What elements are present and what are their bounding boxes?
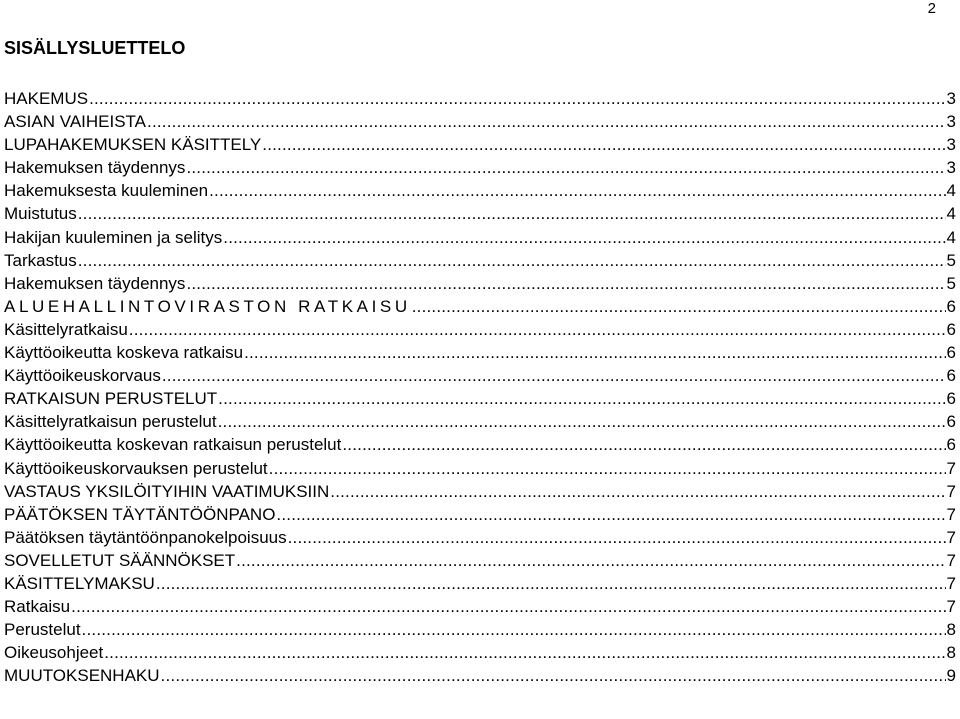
- toc-entry[interactable]: [4, 110, 956, 133]
- toc-entry[interactable]: [4, 595, 956, 618]
- toc-entry-page: 5: [946, 250, 956, 270]
- toc-entry[interactable]: [4, 457, 956, 480]
- toc-entry-label: Oikeusohjeet: [4, 643, 104, 663]
- toc-entry[interactable]: [4, 549, 956, 572]
- toc-list: [4, 87, 956, 687]
- toc-entry-label: Käyttöoikeutta koskevan ratkaisun perustelut: [4, 435, 342, 455]
- toc-entry[interactable]: [4, 387, 956, 410]
- toc-entry[interactable]: [4, 133, 956, 156]
- toc-entry-label: VASTAUS YKSILÖITYIHIN VAATIMUKSIIN: [4, 481, 330, 501]
- dot-leader: [82, 618, 946, 641]
- toc-entry-page: 4: [946, 204, 956, 224]
- toc-entry-page: 7: [946, 504, 956, 524]
- toc-entry[interactable]: [4, 410, 956, 433]
- toc-entry[interactable]: [4, 664, 956, 687]
- toc-entry[interactable]: [4, 226, 956, 249]
- dot-leader: [218, 410, 946, 433]
- toc-entry[interactable]: [4, 295, 956, 318]
- toc-entry-label: HAKEMUS: [4, 89, 89, 108]
- toc-entry-page: 6: [946, 389, 956, 409]
- toc-entry[interactable]: [4, 364, 956, 387]
- toc-entry[interactable]: [4, 618, 956, 641]
- toc-entry[interactable]: [4, 318, 956, 341]
- dot-leader: [269, 457, 946, 480]
- toc-entry-label: Hakemuksen täydennys: [4, 273, 186, 293]
- toc-entry-label: Käsittelyratkaisun perustelut: [4, 412, 217, 432]
- toc-entry-label: Tarkastus: [4, 250, 77, 270]
- toc-entry[interactable]: [4, 272, 956, 295]
- toc-entry-page: 6: [946, 319, 956, 339]
- toc-entry-label: RATKAISUN PERUSTELUT: [4, 389, 218, 409]
- dot-leader: [89, 87, 945, 110]
- dot-leader: [129, 318, 946, 341]
- dot-leader: [161, 664, 946, 687]
- toc-entry[interactable]: [4, 572, 956, 595]
- toc-entry-page: 7: [946, 527, 956, 547]
- toc-entry-page: 6: [946, 296, 956, 316]
- dot-leader: [236, 549, 945, 572]
- toc-entry-label: Käsittelyratkaisu: [4, 319, 128, 339]
- toc-entry-page: 7: [946, 597, 956, 617]
- dot-leader: [330, 480, 945, 503]
- toc-entry[interactable]: [4, 526, 956, 549]
- toc-entry[interactable]: [4, 156, 956, 179]
- dot-leader: [276, 503, 945, 526]
- toc-entry-page: 6: [946, 343, 956, 363]
- toc-entry-label: PÄÄTÖKSEN TÄYTÄNTÖÖNPANO: [4, 504, 276, 524]
- toc-entry-page: 9: [946, 666, 956, 686]
- dot-leader: [209, 179, 945, 202]
- dot-leader: [244, 341, 945, 364]
- toc-entry-page: 6: [946, 366, 956, 386]
- dot-leader: [104, 641, 945, 664]
- toc-entry[interactable]: [4, 433, 956, 456]
- toc-entry-page: 8: [946, 620, 956, 640]
- toc-entry-page: 3: [946, 158, 956, 178]
- toc-entry[interactable]: [4, 480, 956, 503]
- toc-entry-label: ASIAN VAIHEISTA: [4, 112, 147, 132]
- toc-entry[interactable]: [4, 503, 956, 526]
- toc-entry-label: KÄSITTELYMAKSU: [4, 573, 155, 593]
- toc-title: SISÄLLYSLUETTELO: [4, 38, 186, 58]
- dot-leader: [262, 133, 945, 156]
- toc-entry-page: 3: [946, 135, 956, 155]
- page-number: 2: [927, 0, 936, 17]
- dot-leader: [71, 595, 945, 618]
- toc-entry-page: 8: [946, 643, 956, 663]
- dot-leader: [186, 272, 945, 295]
- toc-entry-label: Käyttöoikeuskorvaus: [4, 366, 161, 386]
- dot-leader: [78, 202, 946, 225]
- toc-entry-page: 6: [946, 435, 956, 455]
- toc-entry-label: Muistutus: [4, 204, 77, 224]
- toc-entry[interactable]: [4, 87, 956, 110]
- toc-entry[interactable]: [4, 341, 956, 364]
- toc-entry-page: 4: [946, 181, 956, 201]
- toc-entry-label: Hakemuksen täydennys: [4, 158, 186, 178]
- dot-leader: [412, 295, 946, 318]
- toc-entry-page: 5: [946, 273, 956, 293]
- toc-entry-page: 3: [946, 112, 956, 132]
- dot-leader: [147, 110, 946, 133]
- dot-leader: [288, 526, 946, 549]
- toc-entry-page: 7: [946, 481, 956, 501]
- toc-entry-label: Perustelut: [4, 620, 81, 640]
- toc-entry-label: SOVELLETUT SÄÄNNÖKSET: [4, 550, 236, 570]
- toc-entry-label: MUUTOKSENHAKU: [4, 666, 160, 686]
- toc-entry[interactable]: [4, 179, 956, 202]
- toc-entry-label: Päätöksen täytäntöönpanokelpoisuus: [4, 527, 287, 547]
- dot-leader: [186, 156, 945, 179]
- toc-entry-label: Hakijan kuuleminen ja selitys: [4, 227, 223, 247]
- toc-entry-page: 6: [946, 412, 956, 432]
- toc-entry-label: ALUEHALLINTOVIRASTON RATKAISU: [4, 296, 411, 316]
- dot-leader: [78, 249, 946, 272]
- dot-leader: [156, 572, 946, 595]
- toc-entry-label: Ratkaisu: [4, 597, 71, 617]
- dot-leader: [162, 364, 946, 387]
- toc-entry-page: 3: [946, 89, 956, 108]
- toc-entry[interactable]: [4, 641, 956, 664]
- toc-entry-page: 7: [946, 458, 956, 478]
- toc-entry[interactable]: [4, 202, 956, 225]
- toc-entry-label: Käyttöoikeuskorvauksen perustelut: [4, 458, 268, 478]
- toc-entry-page: 7: [946, 573, 956, 593]
- dot-leader: [342, 433, 945, 456]
- toc-entry-label: Käyttöoikeutta koskeva ratkaisu: [4, 343, 244, 363]
- toc-entry-page: 7: [946, 550, 956, 570]
- toc-entry-page: 4: [946, 227, 956, 247]
- toc-entry-label: Hakemuksesta kuuleminen: [4, 181, 209, 201]
- toc-entry-label: LUPAHAKEMUKSEN KÄSITTELY: [4, 135, 262, 155]
- toc-entry[interactable]: [4, 249, 956, 272]
- dot-leader: [218, 387, 945, 410]
- dot-leader: [223, 226, 945, 249]
